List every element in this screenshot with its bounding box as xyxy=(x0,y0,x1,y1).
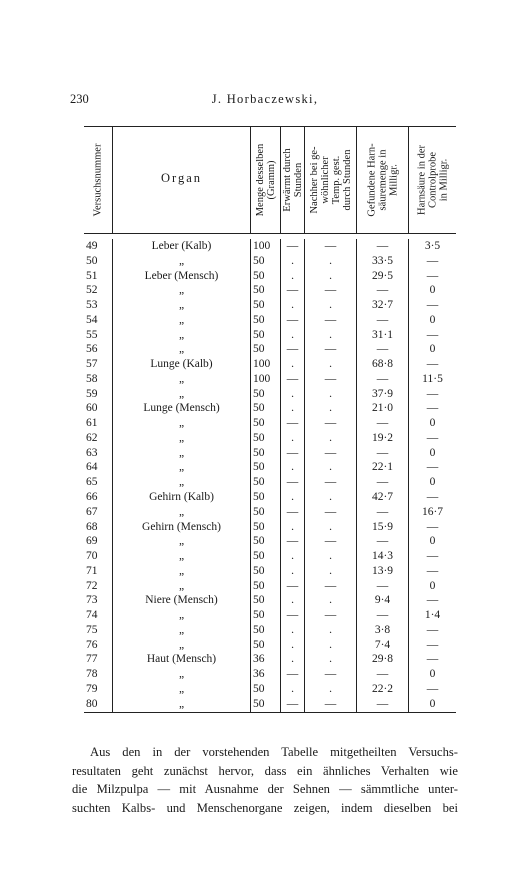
header-label: Organ xyxy=(160,171,202,185)
cell-experiment-number: 59 xyxy=(86,387,98,400)
cell-control: — xyxy=(408,401,456,416)
cell-experiment-number: 73 xyxy=(86,594,98,607)
cell-mass: 50 xyxy=(250,387,280,402)
cell-experiment-number: 53 xyxy=(86,299,98,312)
cell-heated: — xyxy=(280,505,304,520)
cell-heated: . xyxy=(280,269,304,284)
cell-uric-acid: 22·2 xyxy=(356,682,408,697)
cell-mass: 50 xyxy=(250,534,280,549)
cell-uric-acid: — xyxy=(356,446,408,461)
cell-control: — xyxy=(408,638,456,653)
cell-mass: 50 xyxy=(250,431,280,446)
cell-mass: 50 xyxy=(250,446,280,461)
table-row xyxy=(84,564,456,579)
cell-mass: 50 xyxy=(250,638,280,653)
page-number: 230 xyxy=(70,92,89,106)
cell-heated: — xyxy=(280,667,304,682)
cell-experiment-number: 52 xyxy=(86,284,98,297)
cell-control: 0 xyxy=(408,534,456,549)
cell-organ: „ xyxy=(112,372,250,387)
table-row xyxy=(84,342,456,357)
cell-organ: „ xyxy=(112,623,250,638)
table-row xyxy=(84,697,456,712)
cell-heated: . xyxy=(280,254,304,269)
table-row xyxy=(84,623,456,638)
cell-control: 1·4 xyxy=(408,608,456,623)
cell-organ: Lunge (Mensch) xyxy=(112,401,250,416)
cell-uric-acid: 3·8 xyxy=(356,623,408,638)
cell-experiment-number: 78 xyxy=(86,668,98,681)
cell-mass: 50 xyxy=(250,623,280,638)
body-line: suchten Kalbs- und Menschenorgane zeigen, indem dieselben bei xyxy=(72,801,458,816)
cell-afterwards: — xyxy=(304,416,356,431)
cell-uric-acid: 7·4 xyxy=(356,638,408,653)
cell-organ: Niere (Mensch) xyxy=(112,593,250,608)
cell-experiment-number: 51 xyxy=(86,269,98,282)
cell-afterwards: — xyxy=(304,505,356,520)
header-uric-acid-found xyxy=(356,127,408,233)
cell-organ: „ xyxy=(112,431,250,446)
cell-afterwards: . xyxy=(304,357,356,372)
cell-heated: — xyxy=(280,579,304,594)
cell-experiment-number: 74 xyxy=(86,609,98,622)
cell-uric-acid: — xyxy=(356,475,408,490)
cell-mass: 36 xyxy=(250,652,280,667)
table-row xyxy=(84,298,456,313)
table-row xyxy=(84,446,456,461)
cell-mass: 100 xyxy=(250,372,280,387)
cell-heated: . xyxy=(280,401,304,416)
cell-heated: — xyxy=(280,342,304,357)
cell-control: — xyxy=(408,623,456,638)
cell-mass: 50 xyxy=(250,608,280,623)
cell-afterwards: — xyxy=(304,342,356,357)
cell-organ: „ xyxy=(112,534,250,549)
table-row xyxy=(84,387,456,402)
cell-experiment-number: 49 xyxy=(86,240,98,252)
cell-uric-acid: 31·1 xyxy=(356,328,408,343)
page-header xyxy=(70,92,460,108)
table-row xyxy=(84,475,456,490)
cell-heated: — xyxy=(280,446,304,461)
cell-heated: . xyxy=(280,387,304,402)
cell-uric-acid: — xyxy=(356,313,408,328)
cell-control: — xyxy=(408,549,456,564)
cell-uric-acid: 22·1 xyxy=(356,460,408,475)
cell-uric-acid: 42·7 xyxy=(356,490,408,505)
cell-uric-acid: — xyxy=(356,283,408,298)
cell-mass: 50 xyxy=(250,254,280,269)
cell-organ: „ xyxy=(112,564,250,579)
cell-control: 0 xyxy=(408,283,456,298)
cell-afterwards: — xyxy=(304,667,356,682)
header-label: Menge desselben (Gramm) xyxy=(254,143,277,217)
cell-organ: „ xyxy=(112,313,250,328)
table-row xyxy=(84,682,456,697)
cell-uric-acid: 29·5 xyxy=(356,269,408,284)
table-row xyxy=(84,608,456,623)
cell-organ: „ xyxy=(112,328,250,343)
cell-uric-acid: — xyxy=(356,372,408,387)
header-afterwards xyxy=(304,127,356,233)
table-row xyxy=(84,401,456,416)
cell-uric-acid: 9·4 xyxy=(356,593,408,608)
cell-afterwards: — xyxy=(304,313,356,328)
cell-control: — xyxy=(408,593,456,608)
header-label: Gefundene Harn- säuremenge in Milligr. xyxy=(366,143,399,217)
cell-control: — xyxy=(408,387,456,402)
cell-mass: 50 xyxy=(250,564,280,579)
cell-afterwards: — xyxy=(304,239,356,254)
cell-mass: 50 xyxy=(250,682,280,697)
cell-organ: Haut (Mensch) xyxy=(112,652,250,667)
cell-mass: 50 xyxy=(250,520,280,535)
cell-organ: „ xyxy=(112,298,250,313)
header-label: Versuchsnummer xyxy=(92,143,104,217)
cell-control: 0 xyxy=(408,667,456,682)
cell-mass: 50 xyxy=(250,579,280,594)
cell-control: — xyxy=(408,298,456,313)
cell-organ: „ xyxy=(112,638,250,653)
cell-mass: 50 xyxy=(250,593,280,608)
cell-experiment-number: 65 xyxy=(86,476,98,489)
header-label: Erwärmt durch Stunden xyxy=(281,148,304,212)
data-table xyxy=(84,126,456,713)
cell-heated: — xyxy=(280,283,304,298)
cell-control: — xyxy=(408,431,456,446)
cell-heated: — xyxy=(280,239,304,254)
cell-organ: Lunge (Kalb) xyxy=(112,357,250,372)
cell-afterwards: . xyxy=(304,269,356,284)
cell-afterwards: . xyxy=(304,520,356,535)
table-row xyxy=(84,416,456,431)
cell-organ: „ xyxy=(112,416,250,431)
table-header xyxy=(84,126,456,234)
cell-heated: — xyxy=(280,372,304,387)
header-heated xyxy=(280,127,304,233)
cell-organ: Leber (Mensch) xyxy=(112,269,250,284)
cell-heated: . xyxy=(280,564,304,579)
cell-mass: 50 xyxy=(250,328,280,343)
cell-organ: „ xyxy=(112,475,250,490)
header-label: Harnsäure in der Controlprobe in Milligr. xyxy=(416,145,449,215)
cell-experiment-number: 63 xyxy=(86,446,98,459)
table-row xyxy=(84,534,456,549)
table-body xyxy=(84,234,456,712)
cell-control: 16·7 xyxy=(408,505,456,520)
cell-experiment-number: 71 xyxy=(86,564,98,577)
cell-experiment-number: 67 xyxy=(86,505,98,518)
cell-afterwards: . xyxy=(304,431,356,446)
header-organ xyxy=(112,127,250,233)
cell-experiment-number: 64 xyxy=(86,461,98,474)
cell-uric-acid: — xyxy=(356,667,408,682)
cell-uric-acid: 68·8 xyxy=(356,357,408,372)
cell-heated: — xyxy=(280,475,304,490)
body-line: die Milzpulpa — mit Ausnahme der Sehnen — sämmtliche unter- xyxy=(72,782,458,797)
cell-organ: „ xyxy=(112,505,250,520)
cell-afterwards: — xyxy=(304,283,356,298)
cell-experiment-number: 76 xyxy=(86,638,98,651)
cell-mass: 50 xyxy=(250,697,280,712)
cell-afterwards: . xyxy=(304,387,356,402)
cell-organ: „ xyxy=(112,549,250,564)
cell-experiment-number: 72 xyxy=(86,579,98,592)
cell-mass: 50 xyxy=(250,460,280,475)
cell-heated: . xyxy=(280,328,304,343)
cell-control: — xyxy=(408,328,456,343)
cell-experiment-number: 61 xyxy=(86,417,98,430)
cell-afterwards: . xyxy=(304,490,356,505)
cell-uric-acid: 13·9 xyxy=(356,564,408,579)
cell-heated: — xyxy=(280,534,304,549)
cell-control: — xyxy=(408,254,456,269)
header-mass xyxy=(250,127,280,233)
cell-organ: „ xyxy=(112,387,250,402)
cell-heated: . xyxy=(280,652,304,667)
cell-control: 0 xyxy=(408,446,456,461)
cell-experiment-number: 54 xyxy=(86,313,98,326)
cell-uric-acid: 19·2 xyxy=(356,431,408,446)
cell-uric-acid: — xyxy=(356,608,408,623)
cell-organ: Gehirn (Mensch) xyxy=(112,520,250,535)
cell-mass: 50 xyxy=(250,283,280,298)
table-row xyxy=(84,283,456,298)
cell-uric-acid: — xyxy=(356,534,408,549)
table-row xyxy=(84,549,456,564)
cell-control: — xyxy=(408,490,456,505)
cell-mass: 50 xyxy=(250,298,280,313)
table-row xyxy=(84,254,456,269)
cell-uric-acid: — xyxy=(356,697,408,712)
cell-uric-acid: 32·7 xyxy=(356,298,408,313)
running-head: J. Horbaczewski, xyxy=(211,92,319,106)
table-row xyxy=(84,490,456,505)
cell-control: — xyxy=(408,357,456,372)
header-experiment-number xyxy=(84,127,112,233)
cell-experiment-number: 68 xyxy=(86,520,98,533)
cell-experiment-number: 50 xyxy=(86,254,98,267)
cell-mass: 50 xyxy=(250,269,280,284)
cell-organ: „ xyxy=(112,342,250,357)
cell-uric-acid: 37·9 xyxy=(356,387,408,402)
cell-organ: „ xyxy=(112,682,250,697)
cell-heated: . xyxy=(280,593,304,608)
cell-afterwards: . xyxy=(304,254,356,269)
cell-control: 3·5 xyxy=(408,239,456,254)
body-line: resultaten geht zunächst hervor, dass ein ähnliches Verhalten wie xyxy=(72,763,458,778)
cell-afterwards: . xyxy=(304,652,356,667)
cell-control: — xyxy=(408,460,456,475)
cell-control: — xyxy=(408,520,456,535)
header-control-sample xyxy=(408,127,456,233)
table-row xyxy=(84,239,456,254)
cell-afterwards: — xyxy=(304,697,356,712)
cell-heated: . xyxy=(280,638,304,653)
cell-mass: 100 xyxy=(250,239,280,254)
cell-uric-acid: 15·9 xyxy=(356,520,408,535)
table-row xyxy=(84,431,456,446)
table-row xyxy=(84,460,456,475)
cell-mass: 50 xyxy=(250,549,280,564)
cell-heated: — xyxy=(280,608,304,623)
table-row xyxy=(84,372,456,387)
cell-afterwards: . xyxy=(304,328,356,343)
cell-heated: . xyxy=(280,431,304,446)
cell-afterwards: — xyxy=(304,475,356,490)
cell-heated: . xyxy=(280,623,304,638)
cell-mass: 50 xyxy=(250,416,280,431)
cell-uric-acid: — xyxy=(356,505,408,520)
cell-uric-acid: — xyxy=(356,579,408,594)
cell-organ: „ xyxy=(112,254,250,269)
cell-heated: . xyxy=(280,357,304,372)
cell-experiment-number: 70 xyxy=(86,550,98,563)
cell-heated: . xyxy=(280,549,304,564)
cell-uric-acid: — xyxy=(356,416,408,431)
cell-control: 0 xyxy=(408,475,456,490)
cell-afterwards: . xyxy=(304,564,356,579)
table-bottom-rule xyxy=(84,712,456,713)
cell-control: 0 xyxy=(408,313,456,328)
cell-organ: „ xyxy=(112,460,250,475)
cell-control: 0 xyxy=(408,579,456,594)
header-label: Nachher bei ge- wöhnlicher Temp. gest. durch Stunden xyxy=(308,146,353,214)
table-row xyxy=(84,638,456,653)
cell-heated: . xyxy=(280,520,304,535)
cell-heated: — xyxy=(280,313,304,328)
cell-control: — xyxy=(408,652,456,667)
table-row xyxy=(84,357,456,372)
cell-mass: 50 xyxy=(250,313,280,328)
table-row xyxy=(84,593,456,608)
cell-afterwards: . xyxy=(304,460,356,475)
cell-afterwards: — xyxy=(304,372,356,387)
cell-uric-acid: 29·8 xyxy=(356,652,408,667)
cell-afterwards: — xyxy=(304,446,356,461)
cell-experiment-number: 69 xyxy=(86,535,98,548)
cell-heated: . xyxy=(280,682,304,697)
cell-afterwards: — xyxy=(304,534,356,549)
cell-mass: 50 xyxy=(250,475,280,490)
table-row xyxy=(84,667,456,682)
table-row xyxy=(84,520,456,535)
cell-control: — xyxy=(408,682,456,697)
cell-uric-acid: — xyxy=(356,239,408,254)
cell-heated: . xyxy=(280,298,304,313)
cell-control: 0 xyxy=(408,342,456,357)
cell-afterwards: . xyxy=(304,623,356,638)
cell-experiment-number: 55 xyxy=(86,328,98,341)
cell-experiment-number: 77 xyxy=(86,653,98,666)
cell-mass: 100 xyxy=(250,357,280,372)
cell-experiment-number: 57 xyxy=(86,358,98,371)
cell-control: 0 xyxy=(408,697,456,712)
cell-experiment-number: 66 xyxy=(86,491,98,504)
cell-organ: „ xyxy=(112,697,250,712)
cell-mass: 50 xyxy=(250,505,280,520)
cell-afterwards: . xyxy=(304,638,356,653)
cell-organ: „ xyxy=(112,579,250,594)
cell-afterwards: — xyxy=(304,579,356,594)
cell-organ: Gehirn (Kalb) xyxy=(112,490,250,505)
cell-organ: „ xyxy=(112,667,250,682)
cell-uric-acid: — xyxy=(356,342,408,357)
table-row xyxy=(84,652,456,667)
body-line: Aus den in der vorstehenden Tabelle mitgetheilten Versuchs- xyxy=(90,745,458,759)
cell-afterwards: . xyxy=(304,298,356,313)
cell-afterwards: . xyxy=(304,549,356,564)
cell-control: 11·5 xyxy=(408,372,456,387)
cell-experiment-number: 75 xyxy=(86,623,98,636)
cell-uric-acid: 14·3 xyxy=(356,549,408,564)
cell-experiment-number: 62 xyxy=(86,431,98,444)
cell-afterwards: . xyxy=(304,401,356,416)
cell-control: 0 xyxy=(408,416,456,431)
cell-afterwards: . xyxy=(304,593,356,608)
table-row xyxy=(84,269,456,284)
table-row xyxy=(84,313,456,328)
table-row xyxy=(84,328,456,343)
cell-organ: „ xyxy=(112,283,250,298)
cell-heated: . xyxy=(280,490,304,505)
cell-organ: Leber (Kalb) xyxy=(112,239,250,254)
body-paragraph xyxy=(72,743,458,818)
cell-uric-acid: 33·5 xyxy=(356,254,408,269)
cell-organ: „ xyxy=(112,608,250,623)
cell-experiment-number: 79 xyxy=(86,682,98,695)
cell-experiment-number: 60 xyxy=(86,402,98,415)
cell-mass: 50 xyxy=(250,490,280,505)
cell-uric-acid: 21·0 xyxy=(356,401,408,416)
cell-experiment-number: 58 xyxy=(86,372,98,385)
cell-experiment-number: 56 xyxy=(86,343,98,356)
cell-heated: . xyxy=(280,460,304,475)
cell-heated: — xyxy=(280,697,304,712)
cell-organ: „ xyxy=(112,446,250,461)
cell-afterwards: — xyxy=(304,608,356,623)
table-row xyxy=(84,505,456,520)
cell-mass: 36 xyxy=(250,667,280,682)
cell-afterwards: . xyxy=(304,682,356,697)
cell-mass: 50 xyxy=(250,401,280,416)
cell-heated: — xyxy=(280,416,304,431)
cell-control: — xyxy=(408,564,456,579)
cell-control: — xyxy=(408,269,456,284)
cell-mass: 50 xyxy=(250,342,280,357)
table-row xyxy=(84,579,456,594)
cell-experiment-number: 80 xyxy=(86,697,98,710)
